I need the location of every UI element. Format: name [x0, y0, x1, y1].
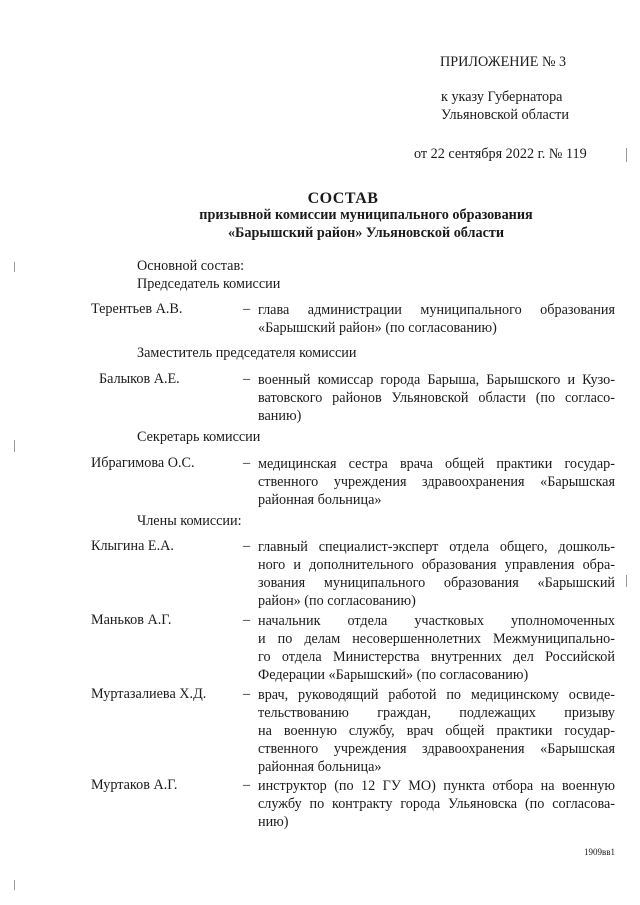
- description-line: район» (по согласованию): [258, 593, 416, 609]
- secretary-label: Секретарь комиссии: [137, 429, 261, 445]
- description-line: «Барышский район» (по согласованию): [258, 320, 497, 336]
- document-subtitle-line2: «Барышский район» Ульяновской области: [227, 225, 505, 241]
- description-line: главный специалист-эксперт отдела общего, дошколь-: [258, 539, 615, 555]
- scan-edge-mark: [14, 262, 15, 272]
- description-line: службу по контракту города Ульяновска (по согласова-: [258, 796, 615, 812]
- decree-reference: к указу Губернатора: [441, 89, 563, 105]
- member-description: [258, 301, 615, 337]
- member-name: Ибрагимова О.С.: [91, 455, 195, 471]
- member-description: [258, 538, 615, 610]
- main-composition-label: Основной состав:: [137, 258, 245, 274]
- description-line: на военную службу, врач общей практики государ-: [258, 723, 615, 739]
- description-line: Федерации «Барышский» (по согласованию): [258, 667, 529, 683]
- scan-edge-mark: [14, 880, 15, 890]
- description-line: зования муниципального образования «Барышский: [258, 575, 615, 591]
- member-dash: –: [243, 371, 251, 387]
- member-dash: –: [243, 301, 251, 317]
- member-dash: –: [243, 612, 251, 628]
- member-name: Маньков А.Г.: [91, 612, 172, 628]
- description-line: военный комиссар города Барыша, Барышского и Кузо-: [258, 372, 615, 388]
- members-label: Члены комиссии:: [137, 513, 242, 529]
- member-name: Муртаков А.Г.: [91, 777, 178, 793]
- description-line: врач, руководящий работой по медицинскому освиде-: [258, 687, 615, 703]
- description-line: районная больница»: [258, 759, 382, 775]
- appendix-number: ПРИЛОЖЕНИЕ № 3: [440, 54, 567, 70]
- member-name: Клыгина Е.А.: [91, 538, 174, 554]
- member-dash: –: [243, 538, 251, 554]
- member-name: Муртазалиева Х.Д.: [91, 686, 207, 702]
- decree-date: от 22 сентября 2022 г. № 119: [414, 146, 587, 162]
- member-description: [258, 455, 615, 509]
- description-line: начальник отдела участковых уполномоченных: [258, 613, 615, 629]
- member-dash: –: [243, 455, 251, 471]
- member-description: [258, 612, 615, 684]
- description-line: ватовского районов Ульяновской области (по согласо-: [258, 390, 615, 406]
- scan-edge-mark: [626, 575, 627, 587]
- scan-edge-mark: [14, 440, 15, 452]
- description-line: ственного учреждения здравоохранения «Барышская: [258, 474, 615, 490]
- description-line: ственного учреждения здравоохранения «Барышская: [258, 741, 615, 757]
- document-title: СОСТАВ: [307, 190, 379, 207]
- member-description: [258, 777, 615, 831]
- description-line: нию): [258, 814, 289, 830]
- member-dash: –: [243, 686, 251, 702]
- description-line: ного и дополнительного образования управления обра-: [258, 557, 615, 573]
- scan-edge-mark: [626, 148, 627, 162]
- deputy-chair-label: Заместитель председателя комиссии: [137, 345, 357, 361]
- description-line: инструктор (по 12 ГУ МО) пункта отбора на военную: [258, 778, 615, 794]
- document-code: 1909вв1: [584, 847, 615, 857]
- chair-label: Председатель комиссии: [137, 276, 281, 292]
- member-description: [258, 371, 615, 425]
- description-line: го отдела Министерства внутренних дел Российской: [258, 649, 615, 665]
- member-description: [258, 686, 615, 776]
- member-name: Терентьев А.В.: [91, 301, 183, 317]
- document-subtitle-line1: призывной комиссии муниципального образования: [199, 207, 533, 223]
- description-line: ванию): [258, 408, 302, 424]
- description-line: тельствованию граждан, подлежащих призыву: [258, 705, 615, 721]
- member-dash: –: [243, 777, 251, 793]
- description-line: и по делам несовершеннолетних Межмуниципально-: [258, 631, 615, 647]
- decree-region: Ульяновской области: [441, 107, 569, 123]
- member-name: Балыков А.Е.: [99, 371, 180, 387]
- description-line: глава администрации муниципального образования: [258, 302, 615, 318]
- description-line: медицинская сестра врача общей практики государ-: [258, 456, 615, 472]
- description-line: районная больница»: [258, 492, 382, 508]
